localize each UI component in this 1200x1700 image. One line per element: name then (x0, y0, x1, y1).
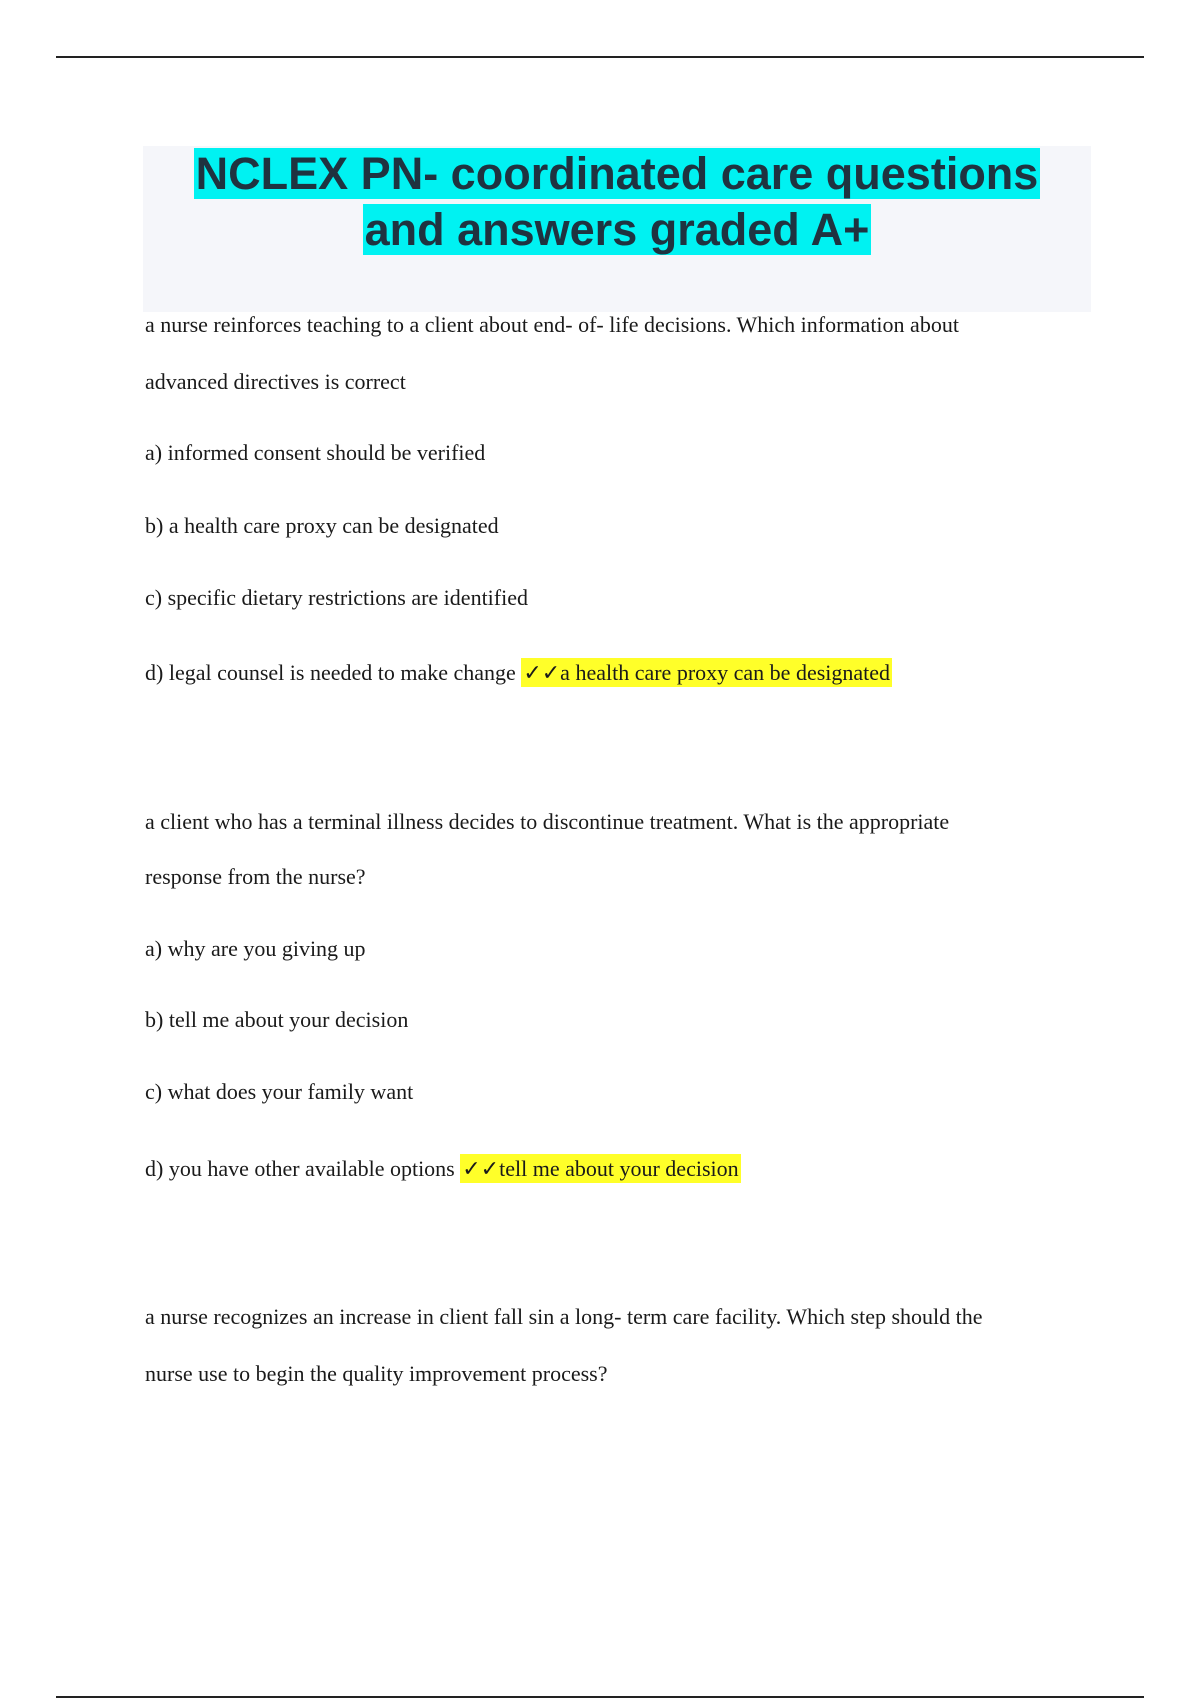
question-2-option-a: a) why are you giving up (145, 936, 366, 961)
title-line-1: NCLEX PN- coordinated care questions (195, 148, 1039, 199)
document-title (143, 146, 1091, 258)
question-2-option-d: d) you have other available options (145, 1156, 455, 1181)
title-line-2: and answers graded A+ (364, 204, 870, 255)
question-1-option-d: d) legal counsel is needed to make change (145, 660, 516, 685)
bottom-rule (56, 1696, 1144, 1698)
question-3-stem-line-1: a nurse recognizes an increase in client fall sin a long- term care facility. Which step should the (145, 1304, 983, 1329)
question-1-stem-line-1: a nurse reinforces teaching to a client about end- of- life decisions. Which information about (145, 312, 959, 337)
question-1-option-c: c) specific dietary restrictions are identified (145, 585, 528, 610)
question-2-stem-line-1: a client who has a terminal illness decides to discontinue treatment. What is the appropriate (145, 809, 950, 834)
question-1-answer: ✓✓a health care proxy can be designated (523, 660, 891, 685)
question-3-stem-line-2: nurse use to begin the quality improvement process? (145, 1361, 608, 1386)
question-1-stem-line-2: advanced directives is correct (145, 369, 406, 394)
question-2-option-d-row (145, 1155, 741, 1183)
question-2-answer: ✓✓tell me about your decision (462, 1156, 739, 1181)
question-1-option-b: b) a health care proxy can be designated (145, 513, 499, 538)
question-1-option-d-row (145, 659, 892, 687)
question-2-stem-line-2: response from the nurse? (145, 864, 366, 889)
top-rule (56, 56, 1144, 58)
question-1-option-a: a) informed consent should be verified (145, 440, 486, 465)
question-2-option-b: b) tell me about your decision (145, 1007, 409, 1032)
question-2-option-c: c) what does your family want (145, 1079, 414, 1104)
